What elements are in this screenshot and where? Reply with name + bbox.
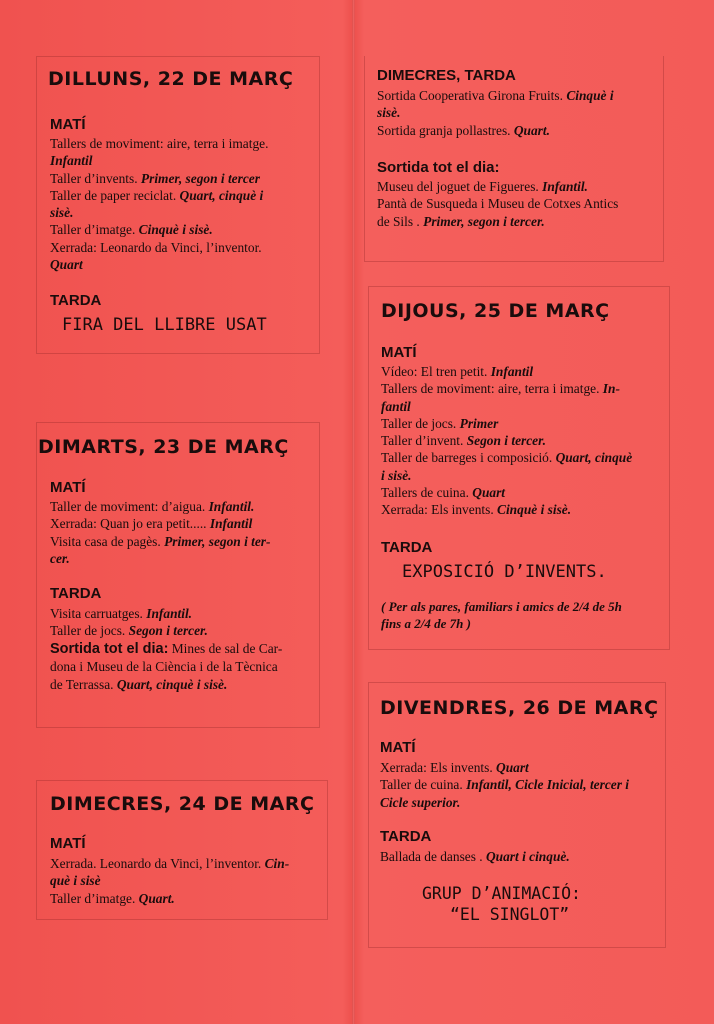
list-line: [381, 398, 632, 415]
line-emphasis: Cinquè i sisè.: [497, 502, 572, 518]
list-line: [381, 415, 632, 432]
dimecres24-title: DIMECRES, 24 DE MARÇ: [50, 793, 315, 815]
dilluns-tarda-heading: TARDA: [50, 292, 102, 309]
line-emphasis: Quart: [496, 760, 529, 775]
line-emphasis: Infantil, Cicle Inicial, tercer i: [466, 777, 629, 793]
line-text: Taller de jocs.: [50, 623, 129, 639]
line-text: Pantà de Susqueda i Museu de Cotxes Antics: [377, 196, 619, 212]
divendres-tarda-list: [380, 848, 570, 865]
line-text: Ballada de danses .: [380, 849, 486, 864]
dimarts-tot-dia-label: Sortida tot el dia:: [50, 641, 169, 657]
line-text: Tallers de moviment: aire, terra i imatge.: [381, 381, 603, 397]
line-emphasis: sisè.: [50, 205, 74, 221]
line-emphasis: Quart, cinquè: [555, 450, 633, 466]
dimarts-tot-dia: [50, 640, 282, 693]
line-emphasis: Infantil.: [146, 606, 193, 621]
dimarts-tarda-list: [50, 605, 208, 640]
line-emphasis: Infantil: [50, 153, 93, 169]
dimecres-tarda-list: [377, 87, 614, 139]
dimecres-tot-dia-list: [377, 178, 618, 230]
dimarts-mati-heading: MATÍ: [50, 479, 86, 496]
list-line: [50, 239, 268, 256]
list-line: [380, 776, 629, 793]
list-line: [381, 432, 632, 449]
list-line: [377, 195, 618, 212]
line-emphasis: què i sisè: [50, 873, 101, 889]
dijous-mati-heading: MATÍ: [381, 344, 417, 361]
line-text: Taller d’invents.: [50, 170, 141, 186]
list-line: [50, 890, 289, 907]
dilluns-tarda-event: FIRA DEL LLIBRE USAT: [62, 315, 267, 335]
dimarts-tot-dia-third-em: Quart, cinquè i sisè.: [116, 676, 228, 692]
list-line: [50, 256, 268, 273]
dijous-tarda-heading: TARDA: [381, 539, 433, 556]
line-emphasis: Primer: [459, 415, 499, 431]
divendres-group-line1: GRUP D’ANIMACIÓ:: [422, 884, 581, 903]
line-emphasis: Segon i tercer.: [128, 623, 208, 639]
list-line: [381, 380, 632, 397]
list-line: [377, 122, 614, 139]
line-emphasis: Primer, segon i ter-: [164, 533, 271, 549]
line-text: de Sils .: [377, 213, 424, 229]
list-line: [381, 501, 632, 518]
dimarts-mati-list: [50, 498, 270, 567]
divendres-mati-list: [380, 759, 629, 811]
line-text: Xerrada: Leonardo da Vinci, l’inventor.: [50, 239, 262, 255]
dimarts-tarda-heading: TARDA: [50, 585, 102, 602]
dimarts-title: DIMARTS, 23 DE MARÇ: [38, 436, 289, 458]
list-line: [50, 170, 268, 187]
line-text: Taller de jocs.: [381, 415, 460, 431]
line-emphasis: Primer, segon i tercer.: [423, 213, 545, 229]
dijous-note-line2: fins a 2/4 de 7h ): [381, 616, 471, 631]
dijous-mati-list: [381, 363, 632, 519]
line-emphasis: fantil: [381, 398, 411, 414]
line-text: Tallers de cuina.: [381, 485, 473, 501]
line-text: Tallers de moviment: aire, terra i imatge.: [50, 136, 269, 151]
divendres-title: DIVENDRES, 26 DE MARÇ: [380, 697, 659, 719]
line-text: Xerrada. Leonardo da Vinci, l’inventor.: [50, 856, 265, 871]
line-text: Sortida granja pollastres.: [377, 122, 514, 138]
list-line: [381, 363, 632, 380]
center-fold: [352, 0, 355, 1024]
dilluns-mati-list: [50, 135, 268, 273]
list-line: [50, 221, 268, 238]
dijous-note-line1: ( Per als pares, familiars i amics de 2/4 de 5h: [381, 599, 622, 614]
line-text: Vídeo: El tren petit.: [381, 364, 491, 379]
list-line: [50, 515, 270, 532]
list-line: [50, 152, 268, 169]
list-line: [377, 87, 614, 104]
list-line: [381, 449, 632, 466]
divendres-group-line2: “EL SINGLOT”: [450, 905, 570, 924]
list-line: [50, 622, 208, 639]
list-line: [377, 104, 614, 121]
line-emphasis: Cinquè i: [566, 88, 614, 103]
dimarts-tot-dia-third: de Terrassa.: [50, 676, 117, 692]
line-text: Museu del joguet de Figueres.: [377, 179, 543, 194]
dilluns-title: DILLUNS, 22 DE MARÇ: [48, 68, 294, 90]
line-emphasis: Quart: [472, 485, 506, 501]
line-text: Taller de cuina.: [380, 777, 467, 793]
list-line: [380, 759, 629, 776]
line-text: Taller d’invent.: [381, 433, 467, 449]
line-emphasis: Cin-: [264, 856, 290, 871]
line-text: Sortida Cooperativa Girona Fruits.: [377, 88, 567, 103]
dimarts-tot-dia-first: Mines de sal de Car-: [168, 641, 283, 656]
list-line: [50, 204, 268, 221]
list-line: [50, 135, 268, 152]
dimecres-tot-dia-heading: Sortida tot el dia:: [377, 159, 500, 176]
line-emphasis: Infantil: [209, 516, 253, 532]
list-line: [50, 498, 270, 515]
line-text: Taller de moviment: d’aigua.: [50, 499, 209, 514]
line-emphasis: Infantil.: [542, 179, 588, 194]
divendres-tarda-heading: TARDA: [380, 828, 432, 845]
dimecres24-mati-heading: MATÍ: [50, 835, 86, 852]
line-emphasis: Infantil: [490, 364, 534, 379]
line-emphasis: Segon i tercer.: [466, 433, 546, 449]
line-emphasis: Infantil.: [208, 499, 255, 514]
line-emphasis: Cicle superior.: [380, 794, 461, 810]
dilluns-mati-heading: MATÍ: [50, 116, 86, 133]
line-emphasis: sisè.: [377, 105, 401, 121]
list-line: [377, 178, 618, 195]
list-line: [381, 467, 632, 484]
line-emphasis: Quart.: [513, 122, 550, 138]
dimecres24-mati-list: [50, 855, 289, 907]
list-line: [50, 855, 289, 872]
line-text: Visita casa de pagès.: [50, 533, 165, 549]
line-emphasis: Quart, cinquè i: [179, 187, 264, 203]
line-emphasis: Quart: [50, 257, 83, 273]
line-text: Xerrada: Els invents.: [380, 760, 497, 775]
line-emphasis: In-: [602, 381, 620, 397]
line-emphasis: Primer, segon i tercer: [140, 170, 260, 186]
line-emphasis: Cinquè i sisè.: [138, 222, 213, 238]
line-text: Visita carruatges.: [50, 606, 147, 621]
line-emphasis: Quart i cinquè.: [485, 849, 570, 864]
dimecres-tarda-title: DIMECRES, TARDA: [377, 67, 516, 84]
divendres-mati-heading: MATÍ: [380, 739, 416, 756]
list-line: [381, 484, 632, 501]
dimarts-tot-dia-second: dona i Museu de la Ciència i de la Tècnica: [50, 659, 278, 675]
line-emphasis: cer.: [50, 550, 70, 566]
line-text: Taller de paper reciclat.: [50, 187, 180, 203]
dijous-note: [381, 598, 622, 632]
list-line: [50, 187, 268, 204]
line-text: Xerrada: Quan jo era petit.....: [50, 516, 210, 532]
list-line: [380, 794, 629, 811]
line-emphasis: Quart.: [138, 890, 175, 906]
list-line: [50, 550, 270, 567]
list-line: [50, 533, 270, 550]
line-emphasis: i sisè.: [381, 467, 412, 483]
line-text: Taller d’imatge.: [50, 222, 139, 238]
line-text: Taller d’imatge.: [50, 890, 139, 906]
line-text: Xerrada: Els invents.: [381, 502, 498, 518]
list-line: [50, 872, 289, 889]
line-text: Taller de barreges i composició.: [381, 450, 556, 466]
list-line: [377, 213, 618, 230]
dijous-title: DIJOUS, 25 DE MARÇ: [381, 300, 610, 322]
list-line: [380, 848, 570, 865]
dijous-tarda-event: EXPOSICIÓ D’INVENTS.: [402, 562, 607, 582]
list-line: [50, 605, 208, 622]
